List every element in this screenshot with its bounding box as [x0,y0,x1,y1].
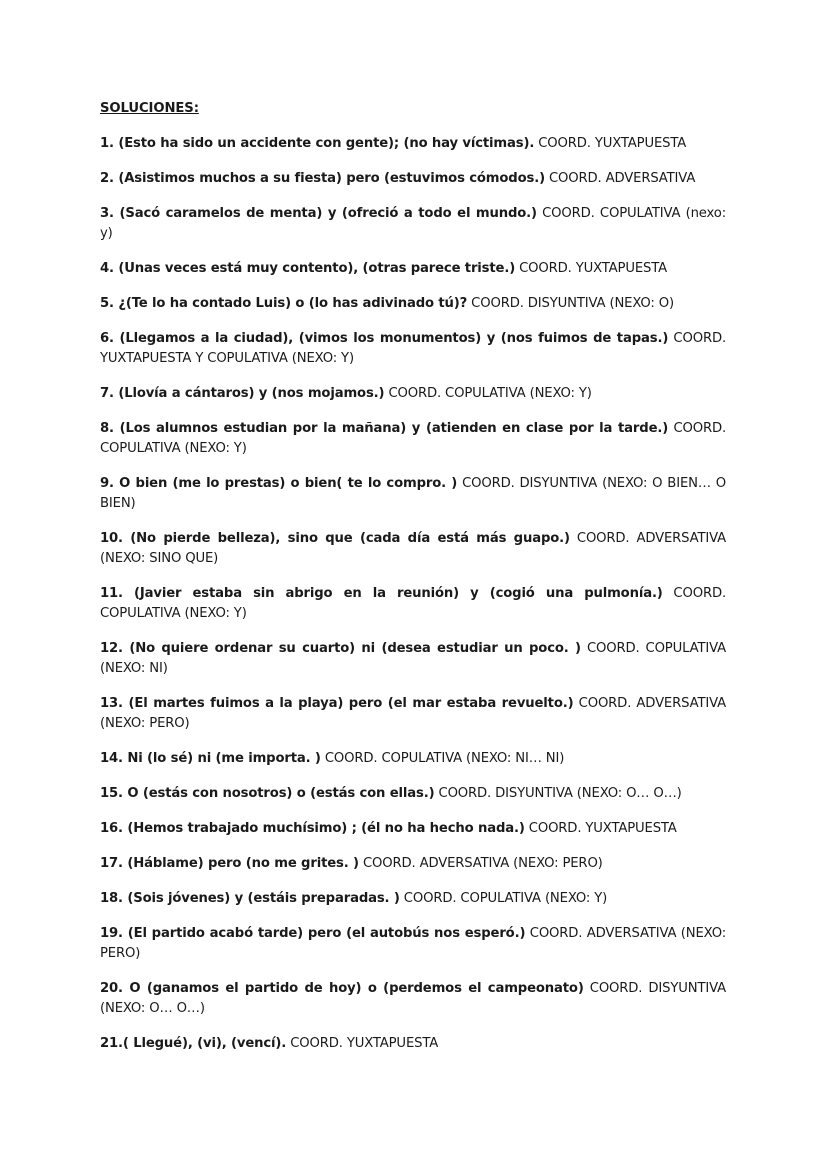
solution-classification: COORD. ADVERSATIVA (NEXO: PERO) [100,696,726,731]
solution-classification: COORD. YUXTAPUESTA [528,821,677,836]
solution-sentence: 1. (Esto ha sido un accidente con gente); (no hay víctimas). [100,136,535,151]
solution-item-10 [100,529,726,569]
solution-sentence: 20. O (ganamos el partido de hoy) o (perdemos el campeonato) [100,981,584,996]
solution-classification: COORD. ADVERSATIVA (NEXO: PERO) [100,926,727,961]
solution-sentence: 2. (Asistimos muchos a su fiesta) pero (estuvimos cómodos.) [100,171,545,186]
solution-item-18 [100,889,726,909]
solution-classification: COORD. COPULATIVA (NEXO: Y) [100,586,726,621]
solution-sentence: 19. (El partido acabó tarde) pero (el autobús nos esperó.) [100,926,526,941]
solution-classification: COORD. ADVERSATIVA [549,171,696,186]
solution-item-21 [100,1034,726,1054]
solution-classification: COORD. YUXTAPUESTA Y COPULATIVA (NEXO: Y) [100,331,726,366]
solution-classification: COORD. COPULATIVA (NEXO: NI… NI) [324,751,565,766]
solution-classification: COORD. COPULATIVA (NEXO: Y) [100,421,727,456]
solution-sentence: 3. (Sacó caramelos de menta) y (ofreció a todo el mundo.) [100,206,537,221]
solution-item-4 [100,259,726,279]
solution-item-16 [100,819,726,839]
solution-item-19 [100,924,726,964]
solution-item-13 [100,694,726,734]
solution-sentence: 13. (El martes fuimos a la playa) pero (el mar estaba revuelto.) [100,696,574,711]
solution-sentence: 21.( Llegué), (vi), (vencí). [100,1036,287,1051]
solution-item-9 [100,474,726,514]
solution-classification: COORD. COPULATIVA (nexo: y) [100,206,726,241]
solution-sentence: 14. Ni (lo sé) ni (me importa. ) [100,751,321,766]
solution-item-1 [100,134,726,154]
solution-classification: COORD. YUXTAPUESTA [290,1036,439,1051]
solution-item-14 [100,749,726,769]
solution-classification: COORD. DISYUNTIVA (NEXO: O… O…) [100,981,726,1016]
solution-classification: COORD. COPULATIVA (NEXO: NI) [100,641,727,676]
solution-item-20 [100,979,726,1019]
solution-classification: COORD. DISYUNTIVA (NEXO: O) [471,296,674,311]
solution-classification: COORD. ADVERSATIVA (NEXO: SINO QUE) [100,531,727,566]
solution-item-11 [100,584,726,624]
solution-item-17 [100,854,726,874]
solution-classification: COORD. COPULATIVA (NEXO: Y) [388,386,592,401]
solution-item-7 [100,384,726,404]
solution-classification: COORD. ADVERSATIVA (NEXO: PERO) [362,856,603,871]
solution-sentence: 4. (Unas veces está muy contento), (otras parece triste.) [100,261,516,276]
solution-sentence: 12. (No quiere ordenar su cuarto) ni (desea estudiar un poco. ) [100,641,581,656]
solution-sentence: 6. (Llegamos a la ciudad), (vimos los monumentos) y (nos fuimos de tapas.) [100,331,669,346]
solution-sentence: 17. (Háblame) pero (no me grites. ) [100,856,359,871]
solution-item-3 [100,204,726,244]
solution-item-6 [100,329,726,369]
solution-classification: COORD. DISYUNTIVA (NEXO: O… O…) [438,786,682,801]
solution-item-15 [100,784,726,804]
solution-sentence: 5. ¿(Te lo ha contado Luis) o (lo has adivinado tú)? [100,296,468,311]
solution-classification: COORD. YUXTAPUESTA [519,261,668,276]
solution-classification: COORD. YUXTAPUESTA [538,136,687,151]
solution-sentence: 9. O bien (me lo prestas) o bien( te lo compro. ) [100,476,458,491]
solution-sentence: 8. (Los alumnos estudian por la mañana) y (atienden en clase por la tarde.) [100,421,669,436]
solution-sentence: 11. (Javier estaba sin abrigo en la reunión) y (cogió una pulmonía.) [100,586,663,601]
solution-classification: COORD. COPULATIVA (NEXO: Y) [403,891,608,906]
solution-sentence: 15. O (estás con nosotros) o (estás con ellas.) [100,786,435,801]
solution-item-8 [100,419,726,459]
solution-item-12 [100,639,726,679]
solution-classification: COORD. DISYUNTIVA (NEXO: O BIEN… O BIEN) [100,476,726,511]
solution-item-2 [100,169,726,189]
solution-item-5 [100,294,726,314]
solution-sentence: 18. (Sois jóvenes) y (estáis preparadas. ) [100,891,400,906]
solution-sentence: 7. (Llovía a cántaros) y (nos mojamos.) [100,386,385,401]
solution-sentence: 16. (Hemos trabajado muchísimo) ; (él no ha hecho nada.) [100,821,525,836]
document-page [100,99,726,1069]
page-title: SOLUCIONES: [100,101,199,116]
solution-sentence: 10. (No pierde belleza), sino que (cada día está más guapo.) [100,531,570,546]
